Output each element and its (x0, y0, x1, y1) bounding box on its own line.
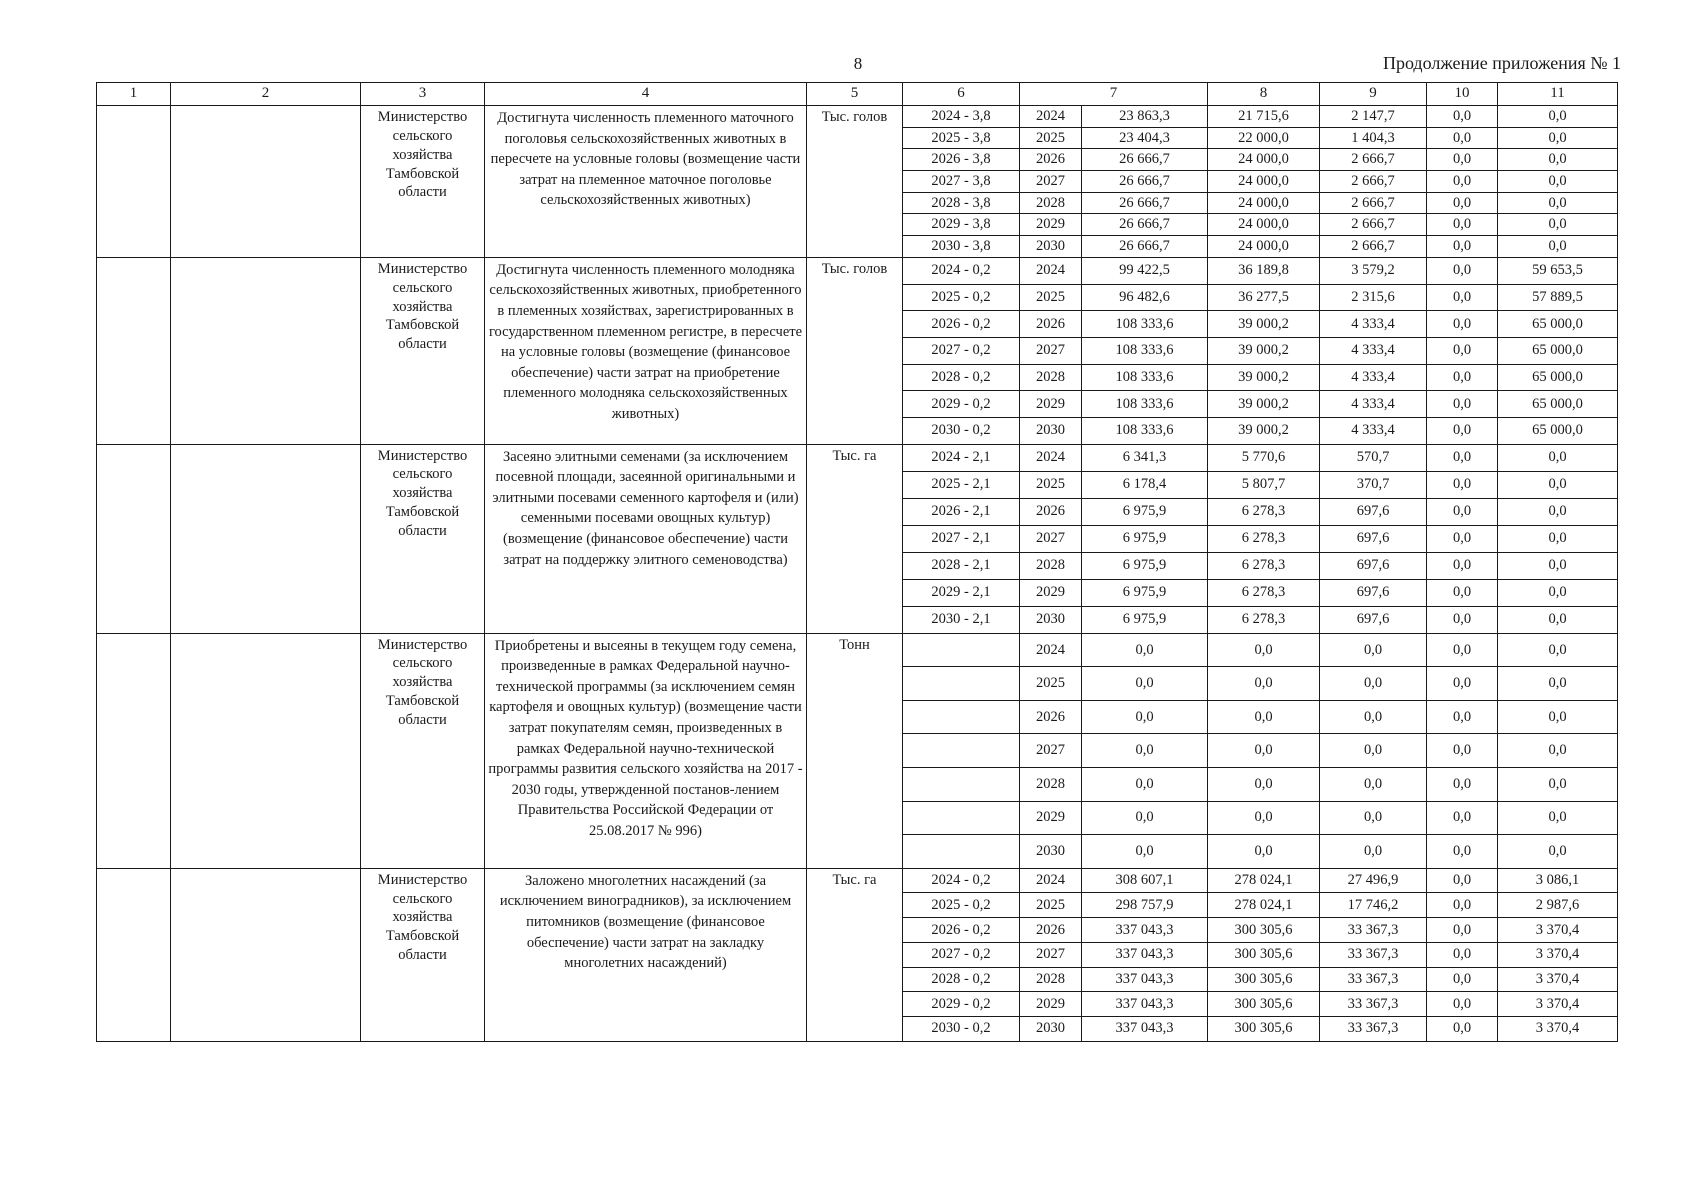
total-cell: 6 975,9 (1082, 525, 1208, 552)
column-1-cell (97, 257, 171, 444)
regional-cell: 33 367,3 (1320, 992, 1427, 1017)
total-cell: 298 757,9 (1082, 893, 1208, 918)
regional-cell: 2 666,7 (1320, 192, 1427, 214)
unit-cell: Тыс. га (807, 444, 903, 633)
column-number-header: 11 (1498, 83, 1618, 106)
column-number-row (97, 83, 1618, 106)
extrabudget-cell: 0,0 (1498, 192, 1618, 214)
municipal-cell: 0,0 (1427, 835, 1498, 869)
target-cell: 2029 - 3,8 (903, 214, 1020, 236)
column-number-header: 5 (807, 83, 903, 106)
federal-cell: 39 000,2 (1208, 311, 1320, 338)
target-cell: 2025 - 0,2 (903, 893, 1020, 918)
year-cell: 2028 (1020, 364, 1082, 391)
target-cell (903, 667, 1020, 701)
table-row (97, 257, 1618, 284)
target-cell: 2030 - 0,2 (903, 417, 1020, 444)
column-number-header: 4 (485, 83, 807, 106)
year-cell: 2026 (1020, 918, 1082, 943)
total-cell: 0,0 (1082, 667, 1208, 701)
year-cell: 2026 (1020, 700, 1082, 734)
federal-cell: 0,0 (1208, 734, 1320, 768)
extrabudget-cell: 3 370,4 (1498, 918, 1618, 943)
regional-cell: 4 333,4 (1320, 364, 1427, 391)
column-number-header: 2 (171, 83, 361, 106)
municipal-cell: 0,0 (1427, 1016, 1498, 1041)
extrabudget-cell: 3 370,4 (1498, 942, 1618, 967)
extrabudget-cell: 0,0 (1498, 700, 1618, 734)
federal-cell: 5 770,6 (1208, 444, 1320, 471)
regional-cell: 33 367,3 (1320, 967, 1427, 992)
municipal-cell: 0,0 (1427, 192, 1498, 214)
federal-cell: 0,0 (1208, 835, 1320, 869)
extrabudget-cell: 65 000,0 (1498, 337, 1618, 364)
extrabudget-cell: 0,0 (1498, 171, 1618, 193)
year-cell: 2027 (1020, 942, 1082, 967)
total-cell: 6 975,9 (1082, 606, 1208, 633)
target-cell (903, 835, 1020, 869)
year-cell: 2027 (1020, 337, 1082, 364)
extrabudget-cell: 0,0 (1498, 835, 1618, 869)
target-cell: 2028 - 0,2 (903, 364, 1020, 391)
municipal-cell: 0,0 (1427, 127, 1498, 149)
extrabudget-cell: 3 370,4 (1498, 967, 1618, 992)
year-cell: 2028 (1020, 967, 1082, 992)
regional-cell: 0,0 (1320, 667, 1427, 701)
extrabudget-cell: 65 000,0 (1498, 391, 1618, 418)
target-cell: 2025 - 2,1 (903, 471, 1020, 498)
total-cell: 108 333,6 (1082, 364, 1208, 391)
extrabudget-cell: 0,0 (1498, 525, 1618, 552)
federal-cell: 300 305,6 (1208, 992, 1320, 1017)
year-cell: 2029 (1020, 992, 1082, 1017)
total-cell: 26 666,7 (1082, 236, 1208, 258)
municipal-cell: 0,0 (1427, 942, 1498, 967)
extrabudget-cell: 0,0 (1498, 579, 1618, 606)
federal-cell: 300 305,6 (1208, 942, 1320, 967)
municipal-cell: 0,0 (1427, 633, 1498, 667)
extrabudget-cell: 57 889,5 (1498, 284, 1618, 311)
column-2-cell (171, 633, 361, 868)
municipal-cell: 0,0 (1427, 579, 1498, 606)
responsible-org-cell: Министерство сельского хозяйства Тамбовской области (361, 868, 485, 1041)
extrabudget-cell: 65 000,0 (1498, 311, 1618, 338)
year-cell: 2029 (1020, 391, 1082, 418)
federal-cell: 0,0 (1208, 801, 1320, 835)
regional-cell: 2 147,7 (1320, 106, 1427, 128)
target-cell (903, 768, 1020, 802)
federal-cell: 39 000,2 (1208, 364, 1320, 391)
table-row (97, 633, 1618, 667)
federal-cell: 300 305,6 (1208, 967, 1320, 992)
regional-cell: 2 666,7 (1320, 214, 1427, 236)
municipal-cell: 0,0 (1427, 311, 1498, 338)
extrabudget-cell: 0,0 (1498, 667, 1618, 701)
federal-cell: 24 000,0 (1208, 171, 1320, 193)
regional-cell: 4 333,4 (1320, 417, 1427, 444)
total-cell: 0,0 (1082, 768, 1208, 802)
target-cell (903, 801, 1020, 835)
municipal-cell: 0,0 (1427, 868, 1498, 893)
target-cell: 2026 - 0,2 (903, 918, 1020, 943)
extrabudget-cell: 65 000,0 (1498, 364, 1618, 391)
municipal-cell: 0,0 (1427, 734, 1498, 768)
total-cell: 26 666,7 (1082, 192, 1208, 214)
indicator-description-cell: Достигнута численность племенного маточного поголовья сельскохозяйственных животных в пересчете на условные головы (возмещение части затрат на племенное маточное поголовье сельскохозяйственных животных) (485, 106, 807, 258)
year-cell: 2029 (1020, 579, 1082, 606)
federal-cell: 278 024,1 (1208, 868, 1320, 893)
federal-cell: 0,0 (1208, 768, 1320, 802)
municipal-cell: 0,0 (1427, 918, 1498, 943)
total-cell: 26 666,7 (1082, 149, 1208, 171)
target-cell: 2025 - 3,8 (903, 127, 1020, 149)
year-cell: 2027 (1020, 171, 1082, 193)
total-cell: 337 043,3 (1082, 918, 1208, 943)
municipal-cell: 0,0 (1427, 364, 1498, 391)
extrabudget-cell: 0,0 (1498, 633, 1618, 667)
regional-cell: 697,6 (1320, 606, 1427, 633)
federal-cell: 6 278,3 (1208, 606, 1320, 633)
extrabudget-cell: 2 987,6 (1498, 893, 1618, 918)
target-cell: 2028 - 2,1 (903, 552, 1020, 579)
year-cell: 2030 (1020, 606, 1082, 633)
year-cell: 2028 (1020, 192, 1082, 214)
municipal-cell: 0,0 (1427, 893, 1498, 918)
regional-cell: 0,0 (1320, 768, 1427, 802)
federal-cell: 39 000,2 (1208, 391, 1320, 418)
federal-cell: 6 278,3 (1208, 525, 1320, 552)
year-cell: 2024 (1020, 106, 1082, 128)
target-cell: 2028 - 3,8 (903, 192, 1020, 214)
responsible-org-cell: Министерство сельского хозяйства Тамбовской области (361, 106, 485, 258)
column-number-header: 3 (361, 83, 485, 106)
extrabudget-cell: 3 086,1 (1498, 868, 1618, 893)
regional-cell: 33 367,3 (1320, 918, 1427, 943)
extrabudget-cell: 0,0 (1498, 127, 1618, 149)
total-cell: 0,0 (1082, 801, 1208, 835)
municipal-cell: 0,0 (1427, 525, 1498, 552)
total-cell: 337 043,3 (1082, 967, 1208, 992)
responsible-org-cell: Министерство сельского хозяйства Тамбовской области (361, 257, 485, 444)
target-cell: 2024 - 0,2 (903, 868, 1020, 893)
target-cell: 2027 - 0,2 (903, 942, 1020, 967)
municipal-cell: 0,0 (1427, 171, 1498, 193)
total-cell: 108 333,6 (1082, 311, 1208, 338)
municipal-cell: 0,0 (1427, 967, 1498, 992)
federal-cell: 0,0 (1208, 633, 1320, 667)
column-number-header: 6 (903, 83, 1020, 106)
year-cell: 2026 (1020, 311, 1082, 338)
federal-cell: 6 278,3 (1208, 579, 1320, 606)
municipal-cell: 0,0 (1427, 768, 1498, 802)
column-2-cell (171, 868, 361, 1041)
total-cell: 6 341,3 (1082, 444, 1208, 471)
municipal-cell: 0,0 (1427, 236, 1498, 258)
municipal-cell: 0,0 (1427, 606, 1498, 633)
column-2-cell (171, 444, 361, 633)
total-cell: 99 422,5 (1082, 257, 1208, 284)
regional-cell: 33 367,3 (1320, 1016, 1427, 1041)
total-cell: 308 607,1 (1082, 868, 1208, 893)
federal-cell: 22 000,0 (1208, 127, 1320, 149)
total-cell: 337 043,3 (1082, 992, 1208, 1017)
total-cell: 108 333,6 (1082, 337, 1208, 364)
table-row (97, 868, 1618, 893)
responsible-org-cell: Министерство сельского хозяйства Тамбовской области (361, 444, 485, 633)
extrabudget-cell: 0,0 (1498, 734, 1618, 768)
federal-cell: 24 000,0 (1208, 214, 1320, 236)
column-1-cell (97, 868, 171, 1041)
regional-cell: 0,0 (1320, 801, 1427, 835)
unit-cell: Тонн (807, 633, 903, 868)
regional-cell: 2 315,6 (1320, 284, 1427, 311)
municipal-cell: 0,0 (1427, 552, 1498, 579)
year-cell: 2030 (1020, 417, 1082, 444)
federal-cell: 39 000,2 (1208, 417, 1320, 444)
column-1-cell (97, 444, 171, 633)
extrabudget-cell: 0,0 (1498, 149, 1618, 171)
column-number-header: 8 (1208, 83, 1320, 106)
target-cell: 2025 - 0,2 (903, 284, 1020, 311)
regional-cell: 17 746,2 (1320, 893, 1427, 918)
federal-cell: 6 278,3 (1208, 498, 1320, 525)
column-number-header: 10 (1427, 83, 1498, 106)
municipal-cell: 0,0 (1427, 700, 1498, 734)
year-cell: 2024 (1020, 257, 1082, 284)
total-cell: 23 863,3 (1082, 106, 1208, 128)
target-cell: 2024 - 0,2 (903, 257, 1020, 284)
municipal-cell: 0,0 (1427, 417, 1498, 444)
unit-cell: Тыс. га (807, 868, 903, 1041)
table-body (97, 83, 1618, 1042)
extrabudget-cell: 3 370,4 (1498, 992, 1618, 1017)
column-2-cell (171, 257, 361, 444)
municipal-cell: 0,0 (1427, 149, 1498, 171)
federal-cell: 36 189,8 (1208, 257, 1320, 284)
unit-cell: Тыс. голов (807, 106, 903, 258)
column-1-cell (97, 633, 171, 868)
year-cell: 2024 (1020, 868, 1082, 893)
total-cell: 337 043,3 (1082, 942, 1208, 967)
year-cell: 2029 (1020, 801, 1082, 835)
target-cell: 2029 - 0,2 (903, 391, 1020, 418)
target-cell: 2027 - 0,2 (903, 337, 1020, 364)
year-cell: 2027 (1020, 734, 1082, 768)
target-cell: 2030 - 0,2 (903, 1016, 1020, 1041)
target-cell: 2026 - 3,8 (903, 149, 1020, 171)
regional-cell: 4 333,4 (1320, 391, 1427, 418)
total-cell: 26 666,7 (1082, 214, 1208, 236)
column-1-cell (97, 106, 171, 258)
total-cell: 0,0 (1082, 835, 1208, 869)
column-number-header: 9 (1320, 83, 1427, 106)
target-cell: 2027 - 2,1 (903, 525, 1020, 552)
total-cell: 6 975,9 (1082, 552, 1208, 579)
extrabudget-cell: 0,0 (1498, 444, 1618, 471)
target-cell (903, 633, 1020, 667)
target-cell: 2024 - 2,1 (903, 444, 1020, 471)
regional-cell: 2 666,7 (1320, 149, 1427, 171)
municipal-cell: 0,0 (1427, 801, 1498, 835)
municipal-cell: 0,0 (1427, 391, 1498, 418)
regional-cell: 697,6 (1320, 579, 1427, 606)
federal-cell: 21 715,6 (1208, 106, 1320, 128)
extrabudget-cell: 0,0 (1498, 801, 1618, 835)
regional-cell: 4 333,4 (1320, 337, 1427, 364)
federal-cell: 0,0 (1208, 667, 1320, 701)
indicators-table (96, 82, 1618, 1042)
target-cell: 2028 - 0,2 (903, 967, 1020, 992)
regional-cell: 3 579,2 (1320, 257, 1427, 284)
federal-cell: 6 278,3 (1208, 552, 1320, 579)
extrabudget-cell: 0,0 (1498, 768, 1618, 802)
total-cell: 6 975,9 (1082, 579, 1208, 606)
municipal-cell: 0,0 (1427, 257, 1498, 284)
total-cell: 0,0 (1082, 734, 1208, 768)
regional-cell: 697,6 (1320, 525, 1427, 552)
target-cell: 2026 - 0,2 (903, 311, 1020, 338)
municipal-cell: 0,0 (1427, 106, 1498, 128)
municipal-cell: 0,0 (1427, 992, 1498, 1017)
target-cell: 2027 - 3,8 (903, 171, 1020, 193)
extrabudget-cell: 0,0 (1498, 471, 1618, 498)
regional-cell: 27 496,9 (1320, 868, 1427, 893)
municipal-cell: 0,0 (1427, 498, 1498, 525)
regional-cell: 0,0 (1320, 700, 1427, 734)
extrabudget-cell: 59 653,5 (1498, 257, 1618, 284)
year-cell: 2026 (1020, 149, 1082, 171)
federal-cell: 24 000,0 (1208, 236, 1320, 258)
regional-cell: 2 666,7 (1320, 236, 1427, 258)
extrabudget-cell: 3 370,4 (1498, 1016, 1618, 1041)
year-cell: 2025 (1020, 893, 1082, 918)
municipal-cell: 0,0 (1427, 444, 1498, 471)
indicator-description-cell: Приобретены и высеяны в текущем году семена, произведенные в рамках Федеральной научно-технической программы (за исключением семян картофеля и овощных культур) (возмещение части затрат покупателям семян, произведенных в рамках Федеральной научно-технической программы развития сельского хозяйства на 2017 - 2030 годы, утвержденной постанов-лением Правительства Российской Федерации от 25.08.2017 № 996) (485, 633, 807, 868)
total-cell: 337 043,3 (1082, 1016, 1208, 1041)
federal-cell: 24 000,0 (1208, 149, 1320, 171)
year-cell: 2024 (1020, 633, 1082, 667)
extrabudget-cell: 0,0 (1498, 214, 1618, 236)
target-cell: 2024 - 3,8 (903, 106, 1020, 128)
target-cell: 2030 - 2,1 (903, 606, 1020, 633)
total-cell: 23 404,3 (1082, 127, 1208, 149)
appendix-continuation-label: Продолжение приложения № 1 (1382, 53, 1621, 73)
year-cell: 2024 (1020, 444, 1082, 471)
municipal-cell: 0,0 (1427, 667, 1498, 701)
regional-cell: 370,7 (1320, 471, 1427, 498)
extrabudget-cell: 0,0 (1498, 606, 1618, 633)
regional-cell: 0,0 (1320, 734, 1427, 768)
federal-cell: 24 000,0 (1208, 192, 1320, 214)
federal-cell: 300 305,6 (1208, 1016, 1320, 1041)
extrabudget-cell: 0,0 (1498, 552, 1618, 579)
responsible-org-cell: Министерство сельского хозяйства Тамбовской области (361, 633, 485, 868)
regional-cell: 570,7 (1320, 444, 1427, 471)
federal-cell: 278 024,1 (1208, 893, 1320, 918)
total-cell: 96 482,6 (1082, 284, 1208, 311)
regional-cell: 0,0 (1320, 633, 1427, 667)
indicator-description-cell: Заложено многолетних насаждений (за исключением виноградников), за исключением питомников (возмещение (финансовое обеспечение) части затрат на закладку многолетних насаждений) (485, 868, 807, 1041)
regional-cell: 697,6 (1320, 498, 1427, 525)
total-cell: 6 975,9 (1082, 498, 1208, 525)
extrabudget-cell: 65 000,0 (1498, 417, 1618, 444)
total-cell: 26 666,7 (1082, 171, 1208, 193)
year-cell: 2028 (1020, 552, 1082, 579)
year-cell: 2030 (1020, 236, 1082, 258)
municipal-cell: 0,0 (1427, 471, 1498, 498)
column-number-header: 7 (1020, 83, 1208, 106)
target-cell: 2030 - 3,8 (903, 236, 1020, 258)
total-cell: 6 178,4 (1082, 471, 1208, 498)
year-cell: 2027 (1020, 525, 1082, 552)
year-cell: 2025 (1020, 127, 1082, 149)
year-cell: 2028 (1020, 768, 1082, 802)
regional-cell: 4 333,4 (1320, 311, 1427, 338)
year-cell: 2025 (1020, 667, 1082, 701)
federal-cell: 300 305,6 (1208, 918, 1320, 943)
regional-cell: 33 367,3 (1320, 942, 1427, 967)
total-cell: 0,0 (1082, 700, 1208, 734)
target-cell: 2029 - 2,1 (903, 579, 1020, 606)
federal-cell: 0,0 (1208, 700, 1320, 734)
table-row (97, 106, 1618, 128)
federal-cell: 5 807,7 (1208, 471, 1320, 498)
target-cell (903, 700, 1020, 734)
municipal-cell: 0,0 (1427, 214, 1498, 236)
regional-cell: 697,6 (1320, 552, 1427, 579)
unit-cell: Тыс. голов (807, 257, 903, 444)
regional-cell: 0,0 (1320, 835, 1427, 869)
federal-cell: 39 000,2 (1208, 337, 1320, 364)
table-row (97, 444, 1618, 471)
column-2-cell (171, 106, 361, 258)
target-cell (903, 734, 1020, 768)
year-cell: 2030 (1020, 1016, 1082, 1041)
total-cell: 108 333,6 (1082, 417, 1208, 444)
year-cell: 2029 (1020, 214, 1082, 236)
total-cell: 0,0 (1082, 633, 1208, 667)
regional-cell: 1 404,3 (1320, 127, 1427, 149)
page-number: 8 (853, 54, 863, 73)
target-cell: 2026 - 2,1 (903, 498, 1020, 525)
regional-cell: 2 666,7 (1320, 171, 1427, 193)
indicator-description-cell: Достигнута численность племенного молодняка сельскохозяйственных животных, приобретенного в племенных хозяйствах, зарегистрированных в государственном племенном регистре, в пересчете на условные головы (возмещение (финансовое обеспечение) части затрат на приобретение племенного молодняка сельскохозяйственных животных) (485, 257, 807, 444)
year-cell: 2030 (1020, 835, 1082, 869)
year-cell: 2025 (1020, 284, 1082, 311)
column-number-header: 1 (97, 83, 171, 106)
year-cell: 2026 (1020, 498, 1082, 525)
extrabudget-cell: 0,0 (1498, 236, 1618, 258)
extrabudget-cell: 0,0 (1498, 498, 1618, 525)
municipal-cell: 0,0 (1427, 337, 1498, 364)
municipal-cell: 0,0 (1427, 284, 1498, 311)
year-cell: 2025 (1020, 471, 1082, 498)
federal-cell: 36 277,5 (1208, 284, 1320, 311)
target-cell: 2029 - 0,2 (903, 992, 1020, 1017)
indicator-description-cell: Засеяно элитными семенами (за исключением посевной площади, засеянной оригинальными и элитными посевами семенного картофеля и (или) семенными посевами овощных культур) (возмещение (финансовое обеспечение) части затрат на поддержку элитного семеноводства) (485, 444, 807, 633)
total-cell: 108 333,6 (1082, 391, 1208, 418)
extrabudget-cell: 0,0 (1498, 106, 1618, 128)
